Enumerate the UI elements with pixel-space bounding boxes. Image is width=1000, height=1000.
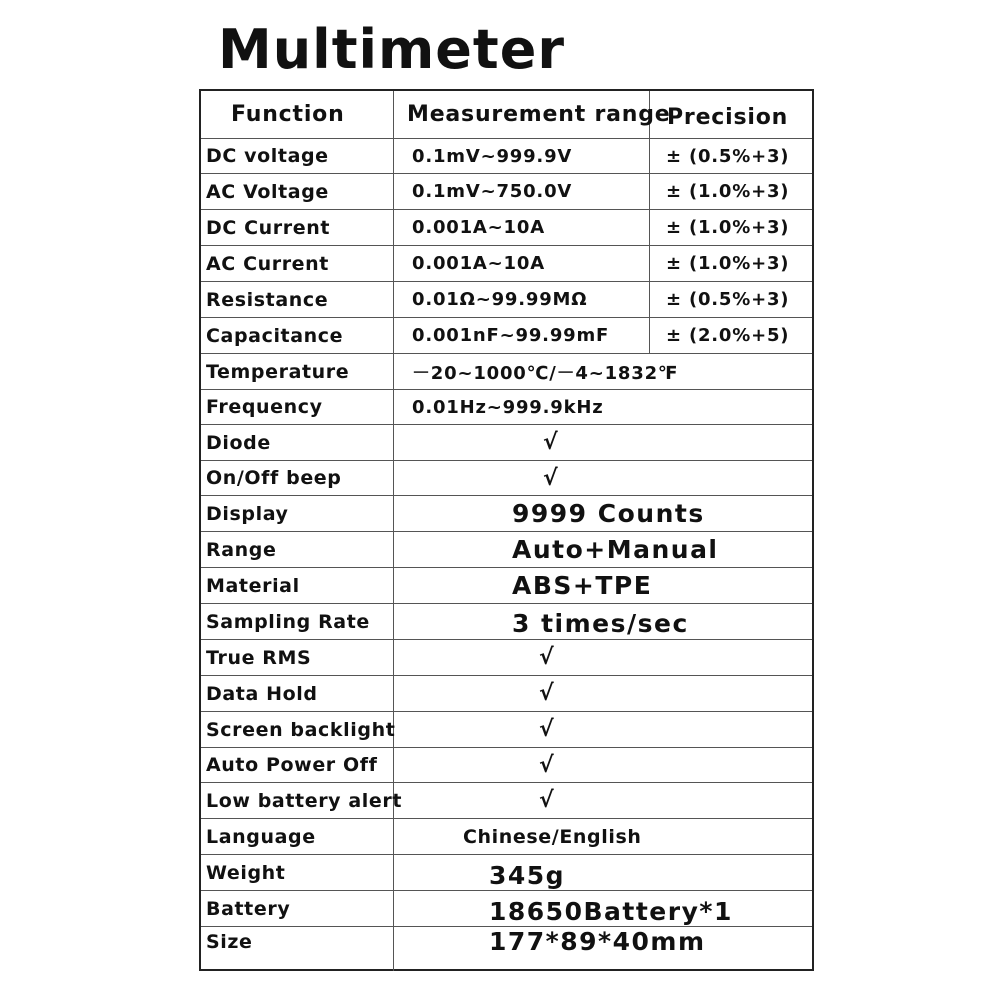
header-function: Function (231, 102, 345, 127)
table-row (201, 712, 812, 748)
row-function-label: Language (206, 825, 316, 848)
table-row (201, 819, 812, 855)
table-row (201, 210, 812, 246)
check-mark-icon: √ (539, 645, 554, 670)
row-function-label: AC Current (206, 252, 329, 275)
row-value: Auto+Manual (512, 535, 719, 564)
row-function-label: Size (206, 931, 253, 953)
row-function-label: Display (206, 502, 289, 525)
row-function-label: Frequency (206, 396, 323, 418)
row-range-value: 0.001nF~99.99mF (412, 325, 610, 346)
row-function-label: On/Off beep (206, 467, 342, 489)
row-range-value: 0.001A~10A (412, 253, 545, 274)
row-function-label: Material (206, 574, 300, 597)
header-measurement-range: Measurement range (407, 102, 671, 127)
row-function-label: Temperature (206, 360, 350, 383)
row-value: 3 times/sec (512, 609, 689, 638)
row-function-label: Data Hold (206, 682, 318, 705)
row-value: －20~1000℃/－4~1832℉ (412, 362, 679, 384)
row-function-label: Low battery alert (206, 789, 403, 812)
row-range-value: 0.001A~10A (412, 217, 545, 238)
check-mark-icon: √ (539, 717, 554, 742)
table-row (201, 282, 812, 318)
table-row (201, 425, 812, 461)
row-precision-value: ± (0.5%+3) (666, 289, 790, 310)
row-value: 9999 Counts (512, 499, 705, 528)
check-mark-icon: √ (543, 465, 558, 491)
row-function-label: Screen backlight (206, 718, 396, 741)
table-row (201, 318, 812, 354)
row-function-label: AC Voltage (206, 180, 329, 203)
row-precision-value: ± (1.0%+3) (666, 253, 790, 274)
row-function-label: DC voltage (206, 145, 329, 167)
table-row (201, 891, 812, 927)
row-value: 18650Battery*1 (489, 897, 733, 926)
spec-table (199, 89, 814, 971)
check-mark-icon: √ (539, 752, 554, 778)
table-row (201, 390, 812, 425)
row-precision-value: ± (2.0%+5) (666, 325, 790, 346)
table-row (201, 139, 812, 174)
table-row (201, 927, 812, 971)
table-row (201, 354, 812, 390)
row-value: 345g (489, 861, 566, 890)
table-row (201, 532, 812, 568)
table-row (201, 676, 812, 712)
check-mark-icon: √ (539, 681, 554, 706)
check-mark-icon: √ (539, 788, 554, 813)
row-function-label: Capacitance (206, 324, 344, 347)
row-value: Chinese/English (463, 825, 642, 848)
row-function-label: Sampling Rate (206, 610, 370, 633)
table-row (201, 640, 812, 676)
row-function-label: True RMS (206, 646, 312, 669)
table-row (201, 246, 812, 282)
table-row (201, 855, 812, 891)
row-value: ABS+TPE (512, 571, 653, 600)
row-precision-value: ± (1.0%+3) (666, 181, 790, 202)
row-function-label: Battery (206, 897, 291, 920)
table-row (201, 604, 812, 640)
row-range-value: 0.1mV~999.9V (412, 145, 573, 167)
row-value: 177*89*40mm (489, 927, 706, 956)
row-function-label: Range (206, 538, 277, 561)
table-row (201, 461, 812, 496)
page-title: Multimeter (218, 18, 565, 81)
row-precision-value: ± (0.5%+3) (666, 145, 790, 167)
table-row (201, 568, 812, 604)
row-function-label: Diode (206, 431, 271, 454)
table-row (201, 174, 812, 210)
row-function-label: Weight (206, 861, 286, 884)
row-value: 0.01Hz~999.9kHz (412, 396, 604, 418)
row-range-value: 0.01Ω~99.99MΩ (412, 289, 588, 310)
row-function-label: Auto Power Off (206, 754, 378, 776)
row-precision-value: ± (1.0%+3) (666, 217, 790, 238)
row-function-label: Resistance (206, 288, 329, 311)
row-function-label: DC Current (206, 216, 331, 239)
check-mark-icon: √ (543, 430, 558, 455)
row-range-value: 0.1mV~750.0V (412, 181, 573, 202)
table-header-row (201, 91, 812, 139)
table-row (201, 748, 812, 783)
table-row (201, 496, 812, 532)
header-precision: Precision (667, 105, 789, 130)
table-row (201, 783, 812, 819)
